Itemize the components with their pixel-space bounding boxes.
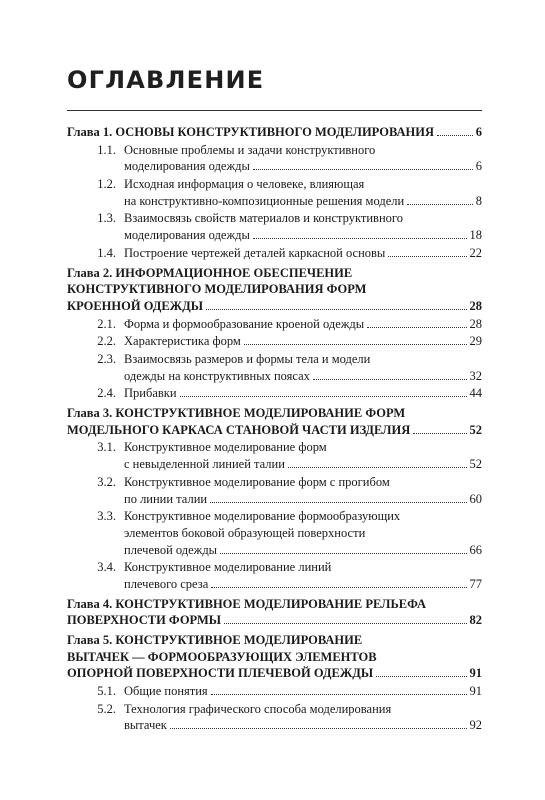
section-line — [124, 439, 482, 456]
section-title-text: Конструктивное моделирование линий — [124, 560, 332, 575]
section-number: 3.1. — [97, 440, 116, 455]
section-body — [124, 701, 482, 734]
section-title-text: Форма и формообразование кроеной одежды — [124, 316, 365, 331]
section-number: 2.4. — [97, 386, 116, 401]
toc-section — [67, 316, 482, 333]
section-line — [124, 158, 482, 175]
section-body — [124, 385, 482, 402]
chapter-title-text: МОДЕЛЬНОГО КАРКАСА СТАНОВОЙ ЧАСТИ ИЗДЕЛИЯ — [67, 422, 411, 437]
chapter-page-number: 52 — [469, 422, 482, 437]
section-number: 3.3. — [97, 509, 116, 524]
toc-section — [67, 701, 482, 734]
dot-leader — [244, 343, 467, 345]
section-title-text: Исходная информация о человеке, влияющая — [124, 177, 365, 192]
toc-section — [67, 351, 482, 384]
section-title-text: по линии талии — [124, 491, 208, 506]
section-page-number: 6 — [475, 159, 482, 174]
dot-leader — [170, 727, 467, 729]
toc-chapter — [67, 632, 482, 734]
section-page-number: 44 — [469, 386, 482, 401]
section-line — [124, 227, 482, 244]
chapter-line — [67, 665, 482, 682]
section-number: 3.4. — [97, 560, 116, 575]
section-line — [124, 542, 482, 559]
chapter-line — [67, 612, 482, 629]
section-body — [124, 439, 482, 472]
section-title-text: Технология графического способа моделирования — [124, 701, 392, 716]
section-line — [124, 142, 482, 159]
section-number: 1.3. — [97, 211, 116, 226]
section-title-text: моделирования одежды — [124, 228, 250, 243]
section-number: 1.2. — [97, 177, 116, 192]
toc-chapter — [67, 124, 482, 262]
table-of-contents — [67, 124, 482, 737]
chapter-line — [67, 649, 482, 666]
chapter-page-number: 28 — [469, 298, 482, 313]
chapter-title-text: Глава 2. ИНФОРМАЦИОННОЕ ОБЕСПЕЧЕНИЕ — [67, 265, 353, 280]
chapter-line — [67, 281, 482, 298]
toc-section — [67, 142, 482, 175]
section-page-number: 32 — [469, 368, 482, 383]
section-title-text: на конструктивно-композиционные решения модели — [124, 193, 405, 208]
section-body — [124, 351, 482, 384]
section-line — [124, 508, 482, 525]
chapter-page-number: 82 — [469, 613, 482, 628]
dot-leader — [413, 432, 466, 434]
section-page-number: 22 — [469, 245, 482, 260]
toc-section — [67, 333, 482, 350]
section-page-number: 29 — [469, 334, 482, 349]
section-body — [124, 474, 482, 507]
chapter-line — [67, 298, 482, 315]
section-title-text: вытачек — [124, 718, 167, 733]
dot-leader — [388, 255, 466, 257]
chapter-line — [67, 632, 482, 649]
dot-leader — [407, 203, 473, 205]
section-page-number: 52 — [469, 457, 482, 472]
section-body — [124, 142, 482, 175]
chapter-title-text: ОПОРНОЙ ПОВЕРХНОСТИ ПЛЕЧЕВОЙ ОДЕЖДЫ — [67, 666, 374, 681]
section-page-number: 77 — [469, 576, 482, 591]
chapter-title-text: Глава 5. КОНСТРУКТИВНОЕ МОДЕЛИРОВАНИЕ — [67, 633, 363, 647]
section-title-text: Взаимосвязь свойств материалов и конструктивного — [124, 211, 403, 226]
section-title-text: плечевой одежды — [124, 542, 218, 557]
dot-leader — [253, 237, 467, 239]
chapter-line — [67, 422, 482, 439]
dot-leader — [180, 395, 467, 397]
section-title-text: с невыделенной линией талии — [124, 457, 285, 472]
section-line — [124, 474, 482, 491]
section-number: 3.2. — [97, 474, 116, 489]
toc-section — [67, 559, 482, 592]
section-line — [124, 176, 482, 193]
section-line — [124, 368, 482, 385]
section-page-number: 28 — [469, 316, 482, 331]
section-title-text: Основные проблемы и задачи конструктивного — [124, 142, 376, 157]
section-line — [124, 559, 482, 576]
section-line — [124, 683, 482, 700]
chapter-title-text: ВЫТАЧЕК — ФОРМООБРАЗУЮЩИХ ЭЛЕМЕНТОВ — [67, 649, 377, 664]
section-line — [124, 525, 482, 542]
section-number: 2.3. — [97, 351, 116, 366]
dot-leader — [437, 134, 473, 136]
chapter-page-number: 91 — [469, 666, 482, 681]
dot-leader — [313, 378, 467, 380]
section-line — [124, 245, 482, 262]
toc-section — [67, 245, 482, 262]
section-title-text: Общие понятия — [124, 684, 208, 699]
section-body — [124, 508, 482, 558]
section-line — [124, 351, 482, 368]
section-page-number: 91 — [469, 684, 482, 699]
section-line — [124, 456, 482, 473]
section-number: 1.4. — [97, 245, 116, 260]
section-number: 2.1. — [97, 316, 116, 331]
dot-leader — [206, 308, 467, 310]
section-page-number: 8 — [475, 193, 482, 208]
dot-leader — [253, 168, 473, 170]
section-title-text: плечевого среза — [124, 576, 209, 591]
section-title-text: Конструктивное моделирование форм с прогибом — [124, 474, 390, 489]
section-title-text: Конструктивное моделирование формообразующих — [124, 509, 401, 524]
section-title-text: Характеристика форм — [124, 334, 241, 349]
section-body — [124, 333, 482, 350]
toc-section — [67, 439, 482, 472]
section-number: 1.1. — [97, 142, 116, 157]
toc-section — [67, 474, 482, 507]
section-body — [124, 683, 482, 700]
section-line — [124, 576, 482, 593]
chapter-title-text: КРОЕННОЙ ОДЕЖДЫ — [67, 298, 203, 313]
section-page-number: 18 — [469, 228, 482, 243]
section-title-text: Взаимосвязь размеров и формы тела и модели — [124, 351, 371, 366]
section-title-text: моделирования одежды — [124, 159, 250, 174]
section-title-text: Конструктивное моделирование форм — [124, 440, 327, 455]
chapter-title-text: Глава 1. ОСНОВЫ КОНСТРУКТИВНОГО МОДЕЛИРОВАНИЯ — [67, 125, 435, 139]
toc-chapter — [67, 596, 482, 629]
section-number: 5.2. — [97, 701, 116, 716]
section-title-text: одежды на конструктивных поясах — [124, 368, 310, 383]
chapter-title-text: ПОВЕРХНОСТИ ФОРМЫ — [67, 613, 222, 628]
section-number: 2.2. — [97, 334, 116, 349]
section-title-text: элементов боковой образующей поверхности — [124, 525, 366, 540]
chapter-title-text: КОНСТРУКТИВНОГО МОДЕЛИРОВАНИЯ ФОРМ — [67, 282, 367, 297]
toc-section — [67, 176, 482, 209]
toc-section — [67, 683, 482, 700]
toc-chapter — [67, 265, 482, 403]
dot-leader — [288, 466, 467, 468]
dot-leader — [224, 622, 466, 624]
section-body — [124, 176, 482, 209]
dot-leader — [210, 501, 466, 503]
toc-section — [67, 508, 482, 558]
section-line — [124, 701, 482, 718]
section-line — [124, 193, 482, 210]
section-page-number: 92 — [469, 718, 482, 733]
heading-rule — [67, 110, 482, 111]
toc-section — [67, 385, 482, 402]
chapter-title-text: Глава 3. КОНСТРУКТИВНОЕ МОДЕЛИРОВАНИЕ ФОРМ — [67, 406, 406, 421]
section-body — [124, 559, 482, 592]
dot-leader — [376, 675, 466, 677]
toc-chapter — [67, 405, 482, 593]
section-line — [124, 491, 482, 508]
section-line — [124, 385, 482, 402]
dot-leader — [211, 693, 467, 695]
page-heading: ОГЛАВЛЕНИЕ — [67, 66, 265, 94]
section-title-text: Построение чертежей деталей каркасной основы — [124, 245, 386, 260]
section-line — [124, 316, 482, 333]
chapter-line — [67, 124, 482, 141]
section-line — [124, 210, 482, 227]
section-title-text: Прибавки — [124, 386, 177, 401]
section-body — [124, 245, 482, 262]
chapter-line — [67, 405, 482, 422]
section-number: 5.1. — [97, 684, 116, 699]
section-body — [124, 316, 482, 333]
section-page-number: 66 — [469, 542, 482, 557]
chapter-line — [67, 596, 482, 613]
section-line — [124, 333, 482, 350]
section-body — [124, 210, 482, 243]
section-line — [124, 717, 482, 734]
dot-leader — [220, 552, 466, 554]
section-page-number: 60 — [469, 491, 482, 506]
chapter-page-number: 6 — [475, 125, 482, 139]
chapter-title-text: Глава 4. КОНСТРУКТИВНОЕ МОДЕЛИРОВАНИЕ РЕЛЬЕФА — [67, 596, 427, 611]
dot-leader — [211, 586, 466, 588]
toc-section — [67, 210, 482, 243]
chapter-line — [67, 265, 482, 282]
dot-leader — [367, 326, 466, 328]
